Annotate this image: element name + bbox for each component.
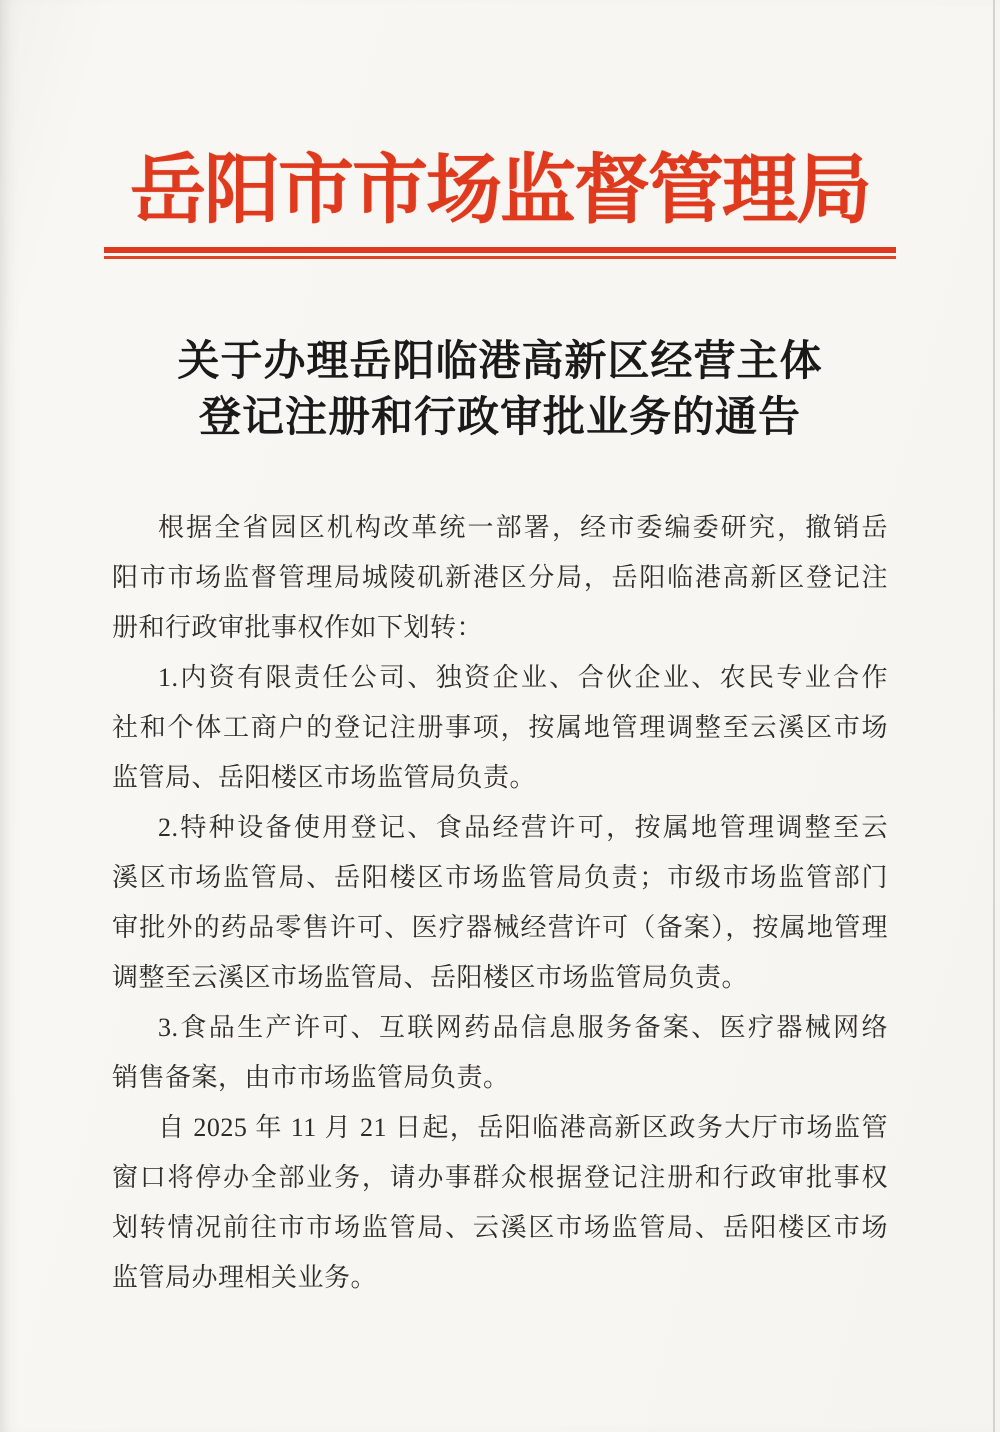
body-line: 销售备案，由市市场监管局负责。 xyxy=(112,1063,510,1092)
body-line: 1.内资有限责任公司、独资企业、合伙企业、农民专业合作 xyxy=(158,663,888,692)
body-line: 自 2025 年 11 月 21 日起，岳阳临港高新区政务大厅市场监管 xyxy=(158,1113,888,1142)
scan-artifact-edge xyxy=(993,0,995,1432)
body-line: 调整至云溪区市场监管局、岳阳楼区市场监管局负责。 xyxy=(112,963,749,992)
body-line: 阳市市场监督管理局城陵矶新港区分局，岳阳临港高新区登记注 xyxy=(112,563,888,592)
notice-title xyxy=(0,334,1000,446)
notice-title-line1: 关于办理岳阳临港高新区经营主体 xyxy=(177,339,823,385)
body-line: 根据全省园区机构改革统一部署，经市委编委研究，撤销岳 xyxy=(158,513,888,542)
notice-body xyxy=(112,503,888,1303)
paragraph-intro xyxy=(112,503,888,653)
body-line: 监管局办理相关业务。 xyxy=(112,1263,378,1292)
paragraph-item-2 xyxy=(112,803,888,1003)
divider-thick-line xyxy=(104,247,896,253)
body-line: 监管局、岳阳楼区市场监管局负责。 xyxy=(112,763,537,792)
body-line: 划转情况前往市市场监管局、云溪区市场监管局、岳阳楼区市场 xyxy=(112,1213,888,1242)
body-line: 3.食品生产许可、互联网药品信息服务备案、医疗器械网络 xyxy=(158,1013,888,1042)
body-line: 社和个体工商户的登记注册事项，按属地管理调整至云溪区市场 xyxy=(112,713,888,742)
paragraph-item-1 xyxy=(112,653,888,803)
body-line: 窗口将停办全部业务，请办事群众根据登记注册和行政审批事权 xyxy=(112,1163,888,1192)
body-line: 溪区市场监管局、岳阳楼区市场监管局负责；市级市场监管部门 xyxy=(112,863,888,892)
body-line: 2.特种设备使用登记、食品经营许可，按属地管理调整至云 xyxy=(158,813,888,842)
paragraph-effective-date xyxy=(112,1103,888,1303)
notice-title-line2: 登记注册和行政审批业务的通告 xyxy=(198,395,801,441)
paragraph-item-3 xyxy=(112,1003,888,1103)
divider-thin-line xyxy=(104,256,896,259)
body-line: 审批外的药品零售许可、医疗器械经营许可（备案），按属地管理 xyxy=(112,913,888,942)
letterhead-divider xyxy=(104,247,896,259)
letterhead-agency-title: 岳阳市市场监督管理局 xyxy=(130,149,870,233)
body-line: 册和行政审批事权作如下划转： xyxy=(112,613,484,642)
